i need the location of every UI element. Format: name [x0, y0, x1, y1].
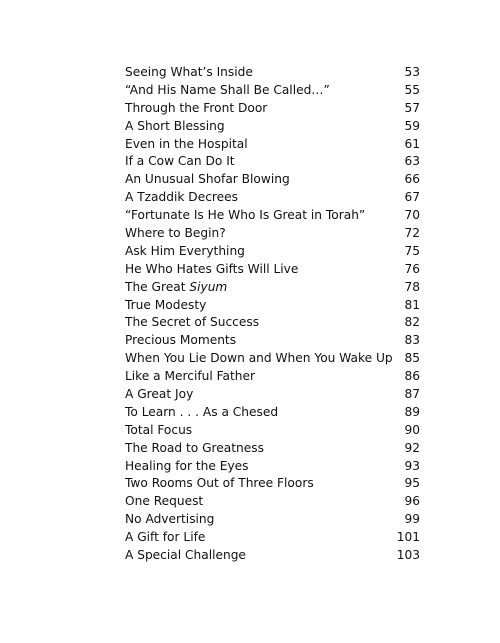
toc-entry-title: [125, 493, 203, 511]
toc-entry-title: [125, 171, 290, 189]
toc-entry-page: 90: [404, 422, 420, 437]
toc-entry-page: 86: [404, 369, 420, 384]
toc-entry: [125, 118, 420, 136]
toc-entry-page: 61: [404, 136, 420, 151]
toc-entry-title-text: He Who Hates Gifts Will Live: [125, 261, 299, 276]
toc-entry-page: 103: [396, 548, 420, 563]
toc-entry-title: [125, 547, 246, 565]
toc-entry: [125, 153, 420, 171]
toc-entry: [125, 243, 420, 261]
toc-entry-page: 83: [404, 333, 420, 348]
toc-entry-page: 81: [404, 297, 420, 312]
toc-entry-title-text: One Request: [125, 494, 204, 509]
toc-entry-title-text: A Special Challenge: [125, 548, 246, 563]
toc-entry-title: [125, 243, 245, 261]
toc-entry-title: [125, 404, 278, 422]
toc-entry-title: [125, 440, 264, 458]
toc-entry-title-text: “And His Name Shall Be Called…”: [125, 82, 330, 97]
toc-entry-title-text: An Unusual Shofar Blowing: [125, 172, 290, 187]
toc-entry-page: 66: [404, 172, 420, 187]
toc-entry-title-text: Through the Front Door: [125, 100, 268, 115]
toc-entry-page: 53: [404, 65, 420, 79]
toc-entry-title: [125, 297, 206, 315]
toc-entry-page: 67: [404, 190, 420, 205]
toc-entry: [125, 171, 420, 189]
toc-entry-title: [125, 136, 248, 154]
toc-entry-title-text: No Advertising: [125, 512, 215, 527]
toc-entry-title-text: “Fortunate Is He Who Is Great in Torah”: [125, 208, 366, 223]
toc-entry: [125, 386, 420, 404]
toc-entry-title: [125, 64, 253, 82]
toc-entry-title: [125, 458, 249, 476]
toc-entry: [125, 529, 420, 547]
toc-entry: [125, 350, 420, 368]
toc-entry-title-text: When You Lie Down and When You Wake Up: [125, 351, 393, 366]
toc-entry: [125, 332, 420, 350]
toc-entry-page: 57: [404, 100, 420, 115]
toc-entry: [125, 404, 420, 422]
toc-entry-page: 99: [404, 512, 420, 527]
toc-entry-title-text: If a Cow Can Do It: [125, 154, 235, 169]
toc-entry-title-text: Even in the Hospital: [125, 136, 248, 151]
toc-entry: [125, 279, 420, 297]
toc-entry-title-text: Two Rooms Out of Three Floors: [125, 476, 314, 491]
toc-entry: [125, 261, 420, 279]
toc-entry: [125, 100, 420, 118]
toc-entry-page: 59: [404, 118, 420, 133]
toc-entry-page: 78: [404, 279, 420, 294]
toc-entry-page: 75: [404, 243, 420, 258]
toc-entry-page: 63: [404, 154, 420, 169]
toc-entry-title: [125, 475, 314, 493]
toc-entry-title-text: Like a Merciful Father: [125, 369, 256, 384]
toc-entry-title-text: A Short Blessing: [125, 118, 225, 133]
toc-entry-page: 85: [404, 351, 420, 366]
toc-entry-title: [125, 100, 267, 118]
toc-entry-page: 87: [404, 387, 420, 402]
toc-entry-page: 95: [404, 476, 420, 491]
toc-entry-title: [125, 279, 227, 297]
toc-entry-title-text: A Tzaddik Decrees: [125, 190, 238, 205]
toc-entry-title: [125, 207, 365, 225]
toc-entry-title-text: To Learn . . . As a Chesed: [125, 404, 279, 419]
toc-entry-title-text: Ask Him Everything: [125, 243, 245, 258]
toc-entry-page: 92: [404, 440, 420, 455]
toc-entry-title-text: A Great Joy: [125, 387, 194, 402]
toc-entry-title: [125, 153, 235, 171]
toc-entry: [125, 547, 420, 565]
toc-entry-title-text: The Secret of Success: [125, 315, 260, 330]
toc-entry-title-text: Healing for the Eyes: [125, 458, 249, 473]
toc-entry: [125, 422, 420, 440]
toc-entry-page: 101: [396, 530, 420, 545]
toc-entry-page: 72: [404, 226, 420, 241]
toc-entry-page: 70: [404, 208, 420, 223]
toc-entry-title: [125, 386, 193, 404]
toc-entry: [125, 225, 420, 243]
toc-entry-page: 76: [404, 261, 420, 276]
toc-entry-title-text: The Great: [125, 279, 190, 294]
toc-entry: [125, 136, 420, 154]
toc-entry: [125, 440, 420, 458]
toc-entry-title: [125, 332, 236, 350]
toc-entry-title-text: Precious Moments: [125, 333, 237, 348]
toc-entry: [125, 458, 420, 476]
toc-entry-title: [125, 368, 255, 386]
toc-entry: [125, 297, 420, 315]
toc-entry-page: 96: [404, 494, 420, 509]
toc-entry: [125, 207, 420, 225]
toc-entry-title-text: Total Focus: [125, 422, 193, 437]
toc-entry-page: 55: [404, 82, 420, 97]
toc-entry-page: 89: [404, 404, 420, 419]
toc-entry: [125, 475, 420, 493]
toc-entry: [125, 189, 420, 207]
toc-entry-title-text: Seeing What’s Inside: [125, 65, 253, 79]
table-of-contents: [125, 64, 420, 565]
toc-entry-title: [125, 529, 205, 547]
toc-entry: [125, 314, 420, 332]
toc-entry-title: [125, 261, 298, 279]
toc-entry-title: [125, 82, 330, 100]
toc-entry-title: [125, 350, 393, 368]
toc-entry: [125, 493, 420, 511]
toc-entry: [125, 368, 420, 386]
toc-entry-title-text: The Road to Greatness: [125, 440, 264, 455]
toc-entry: [125, 64, 420, 82]
toc-entry-title: [125, 314, 259, 332]
toc-entry: [125, 511, 420, 529]
toc-entry-title-italic: Siyum: [189, 279, 228, 294]
toc-entry-title-text: A Gift for Life: [125, 530, 206, 545]
toc-entry-title: [125, 118, 225, 136]
toc-entry-title: [125, 225, 226, 243]
toc-entry-title: [125, 422, 192, 440]
toc-entry-title-text: True Modesty: [125, 297, 207, 312]
toc-entry-page: 82: [404, 315, 420, 330]
toc-entry-title: [125, 511, 214, 529]
toc-entry: [125, 82, 420, 100]
toc-entry-title: [125, 189, 238, 207]
toc-entry-page: 93: [404, 458, 420, 473]
toc-entry-title-text: Where to Begin?: [125, 226, 226, 241]
